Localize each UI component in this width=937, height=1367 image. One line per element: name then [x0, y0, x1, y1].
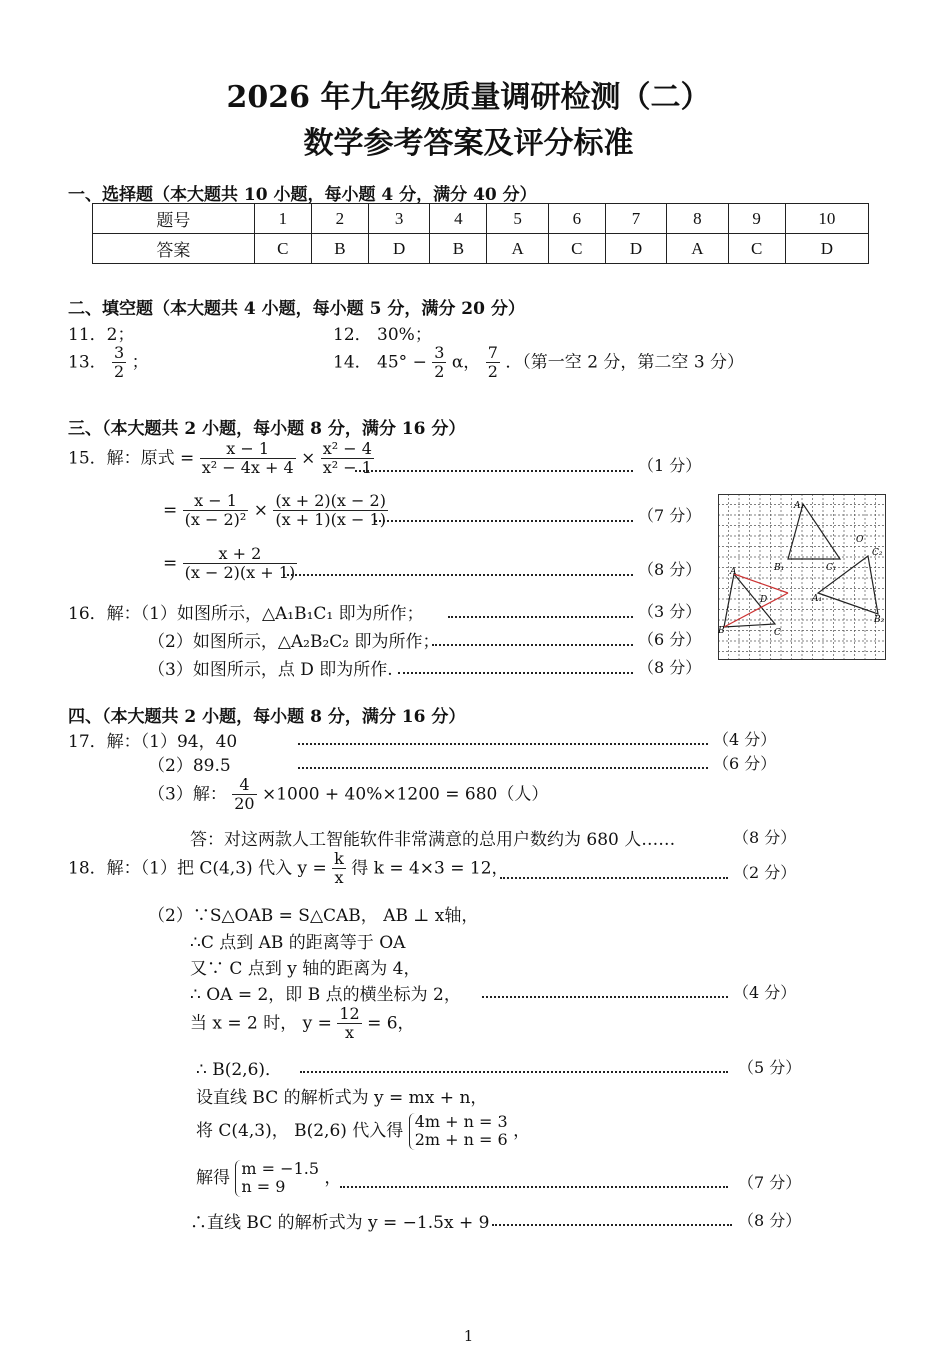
q18-10-suffix: ， [324, 1167, 342, 1188]
numerator: 3 [434, 343, 445, 362]
numerator: x − 1 [200, 440, 296, 459]
dot-leader [448, 616, 633, 618]
dot-leader [298, 767, 708, 769]
equation-system [235, 1160, 319, 1197]
fraction [432, 344, 446, 382]
dot-leader [340, 1186, 728, 1188]
equation: 2m + n = 6 [414, 1130, 508, 1150]
q18-line3: ∴C 点到 AB 的距离等于 OA [190, 933, 406, 953]
answer-row [93, 234, 869, 264]
point-label: A [730, 567, 737, 577]
point-label: A₂ [794, 501, 805, 511]
q15-line3 [163, 545, 297, 583]
fraction [112, 344, 126, 382]
answer-14-label: 14． 45° − [333, 352, 427, 373]
q18-line2: （2）∵S△OAB = S△CAB， AB ⊥ x轴， [148, 906, 479, 926]
answer-cell: C [548, 234, 605, 264]
equals-sign: = [163, 553, 178, 574]
fraction [486, 344, 500, 382]
dot-leader [300, 1071, 728, 1073]
answer-cell: B [430, 234, 487, 264]
q18-line10 [196, 1160, 341, 1197]
q18-6-suffix: = 6， [367, 1013, 415, 1034]
score: （8 分） [738, 1211, 802, 1230]
row-label-answer: 答案 [93, 234, 255, 264]
numerator: x − 1 [183, 492, 249, 511]
score: （4 分） [733, 983, 797, 1002]
denominator: (x + 1)(x − 1) [275, 510, 386, 530]
page-subtitle: 数学参考答案及评分标准 [303, 126, 634, 161]
point-label: C₁ [826, 563, 837, 573]
numerator: (x + 2)(x − 2) [275, 491, 386, 510]
point-label: O [856, 535, 864, 545]
question-number: 4 [430, 204, 487, 234]
denominator: x² − 1 [322, 458, 372, 478]
question-number: 6 [548, 204, 605, 234]
q18-line11: ∴直线 BC 的解析式为 y = −1.5x + 9 [190, 1213, 490, 1233]
fraction [337, 1005, 361, 1043]
q17-line1: 17．解：（1）94，40 [68, 732, 238, 752]
q18-line6 [190, 1005, 415, 1043]
question-number: 7 [605, 204, 666, 234]
equation-system [409, 1113, 508, 1150]
q15-label: 15．解：原式 = [68, 448, 195, 469]
fraction [232, 776, 256, 814]
q18-1-prefix: 18．解：（1）把 C(4,3) 代入 y = [68, 858, 327, 879]
dot-leader [398, 672, 633, 674]
q18-line1 [68, 850, 509, 888]
question-number: 10 [785, 204, 868, 234]
answer-14-note: ．（第一空 2 分，第二空 3 分） [505, 352, 745, 373]
q16-line2: （2）如图所示，△A₂B₂C₂ 即为所作； [148, 632, 440, 652]
times-sign: × [301, 448, 316, 469]
dot-leader [482, 996, 728, 998]
page-title: 2026 年九年级质量调研检测（二） [226, 80, 711, 115]
q18-line9 [196, 1113, 530, 1150]
denominator: 2 [434, 362, 445, 382]
answer-cell: D [785, 234, 868, 264]
point-label: B [718, 626, 725, 636]
point-label: A₁ [812, 594, 823, 604]
section2-heading: 二、填空题（本大题共 4 小题，每小题 5 分，满分 20 分） [68, 299, 525, 319]
dot-leader [432, 644, 633, 646]
dot-leader [500, 877, 728, 879]
fraction [332, 850, 346, 888]
answer-13-suffix: ； [131, 352, 149, 373]
equals-sign: = [163, 500, 178, 521]
numerator: 4 [232, 776, 256, 795]
point-label: B₁ [774, 563, 785, 573]
question-number: 9 [728, 204, 785, 234]
point-label: D [760, 595, 768, 605]
answer-cell: A [487, 234, 548, 264]
q18-line4: 又∵ C 点到 y 轴的距离为 4， [190, 959, 421, 979]
q18-10-prefix: 解得 [196, 1167, 230, 1188]
answer-cell: B [311, 234, 368, 264]
score: （4 分） [713, 730, 777, 749]
score: （1 分） [638, 456, 702, 475]
red-segment [724, 593, 788, 627]
answer-13-label: 13． [68, 352, 107, 373]
q18-line7: ∴ B(2,6)． [196, 1060, 283, 1080]
point-label: C [774, 628, 781, 638]
q17-3-label: （3）解： [148, 784, 227, 805]
question-number: 8 [667, 204, 728, 234]
answer-cell: C [254, 234, 311, 264]
q17-line3 [148, 776, 548, 814]
numerator: 7 [487, 343, 498, 362]
answer-cell: D [368, 234, 429, 264]
q18-9-prefix: 将 C(4,3)， B(2,6) 代入得 [196, 1120, 404, 1141]
question-number: 3 [368, 204, 429, 234]
score: （8 分） [733, 828, 797, 847]
row-label-question: 题号 [93, 204, 255, 234]
score: （8 分） [638, 560, 702, 579]
dot-leader [355, 470, 633, 472]
denominator: x [344, 1023, 355, 1043]
score: （6 分） [638, 630, 702, 649]
q18-6-prefix: 当 x = 2 时， y = [190, 1013, 332, 1034]
score: （7 分） [738, 1173, 802, 1192]
q18-9-suffix: ， [513, 1120, 531, 1141]
section3-heading: 三、（本大题共 2 小题，每小题 8 分，满分 16 分） [68, 419, 466, 439]
fraction [183, 545, 298, 583]
q17-3-expr: ×1000 + 40%×1200 = 680（人） [262, 784, 549, 805]
q18-line8: 设直线 BC 的解析式为 y = mx + n， [196, 1088, 488, 1108]
point-label: B₂ [874, 615, 885, 625]
dot-leader [283, 574, 633, 576]
question-number: 1 [254, 204, 311, 234]
dot-leader [298, 743, 708, 745]
point-label: C₂ [872, 548, 883, 558]
denominator: x² − 4x + 4 [201, 458, 294, 478]
score: （8 分） [638, 658, 702, 677]
q15-line2 [163, 492, 388, 530]
equation: n = 9 [241, 1177, 286, 1197]
q15-line1 [68, 440, 374, 478]
numerator: 12 [339, 1004, 360, 1023]
q18-1-suffix: 得 k = 4×3 = 12， [351, 858, 509, 879]
answer-12: 12． 30%； [333, 325, 432, 345]
question-row [93, 204, 869, 234]
answer-table [92, 203, 869, 264]
section4-heading: 四、（本大题共 2 小题，每小题 8 分，满分 16 分） [68, 707, 466, 727]
fraction [321, 440, 374, 478]
equation: 4m + n = 3 [414, 1112, 508, 1131]
page-number: 1 [463, 1327, 474, 1345]
score: （2 分） [733, 863, 797, 882]
triangle-a2b1c1 [788, 504, 840, 559]
q16-line3: （3）如图所示，点 D 即为所作. [148, 660, 393, 680]
answer-14 [333, 344, 744, 382]
denominator: (x − 2)² [184, 510, 247, 530]
q16-line1: 16．解：（1）如图所示，△A₁B₁C₁ 即为所作； [68, 604, 424, 624]
numerator: 3 [114, 343, 125, 362]
dot-leader [492, 1224, 732, 1226]
score: （6 分） [713, 754, 777, 773]
answer-cell: D [605, 234, 666, 264]
denominator: 2 [487, 362, 498, 382]
numerator: x + 2 [183, 545, 298, 564]
q17-line2: （2）89.5 [148, 756, 231, 776]
score: （7 分） [638, 506, 702, 525]
denominator: 20 [234, 794, 255, 814]
answer-11: 11．2； [68, 325, 135, 345]
denominator: 2 [114, 362, 125, 382]
question-number: 5 [487, 204, 548, 234]
fraction [200, 440, 296, 478]
question-number: 2 [311, 204, 368, 234]
answer-14-alpha: α， [451, 352, 481, 373]
dot-leader [375, 520, 633, 522]
grid-figure [718, 494, 886, 660]
equation: m = −1.5 [241, 1159, 320, 1178]
denominator: x [334, 868, 344, 888]
fraction [273, 492, 388, 530]
numerator: k [334, 849, 344, 868]
denominator: (x − 2)(x + 1) [184, 563, 296, 583]
fraction [183, 492, 249, 530]
score: （5 分） [738, 1058, 802, 1077]
section1-heading: 一、选择题（本大题共 10 小题，每小题 4 分，满分 40 分） [68, 185, 537, 205]
answer-13 [68, 344, 149, 382]
numerator: x² − 4 [322, 439, 372, 458]
answer-cell: C [728, 234, 785, 264]
q17-conclusion: 答：对这两款人工智能软件非常满意的总用户数约为 680 人…… [190, 830, 676, 850]
score: （3 分） [638, 602, 702, 621]
times-sign: × [253, 500, 268, 521]
q18-line5: ∴ OA = 2，即 B 点的横坐标为 2， [190, 985, 461, 1005]
answer-cell: A [667, 234, 728, 264]
